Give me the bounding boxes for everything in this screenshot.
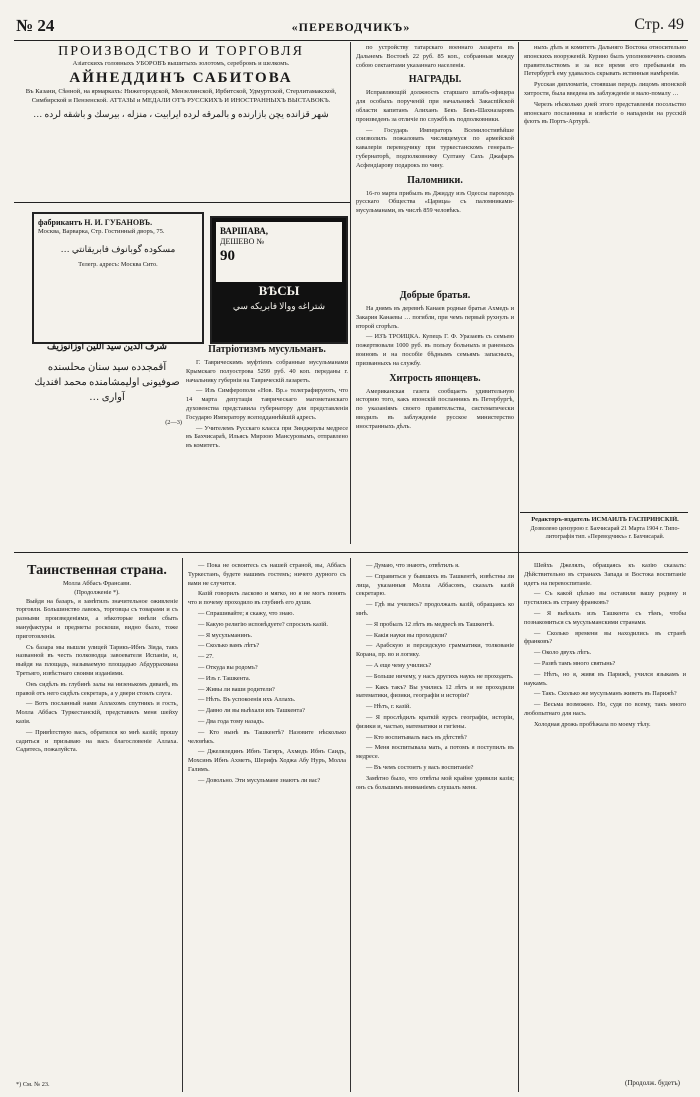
imprint	[524, 516, 686, 552]
ad-sabitova	[16, 44, 346, 200]
dialogue-line: — Развѣ тамъ много святынь?	[534, 659, 616, 667]
dialogue-line: — Сколько вамъ лѣтъ?	[198, 642, 260, 650]
column-divider	[518, 42, 519, 1092]
paragraph: Исправляющій должность старшаго штабъ-офицера для особыхъ порученій при начальникѣ Закаспійской области капитанъ Алиханъ Бекъ Бекъ-Шахназаровъ произведенъ за отличіе по службѣ въ подполковники.	[356, 89, 514, 123]
paragraph: — Довольно. Эти мусульмане знаютъ ли вас?	[198, 776, 321, 784]
serial-story	[16, 562, 178, 1092]
paragraph: Г. Таврическимъ муфтіемъ собранные мусульманами Крымскаго полуострова 5299 руб. 40 коп. переданы г. начальнику губерніи на Таврическій лазаретъ.	[186, 359, 348, 384]
paragraph: — Государь Императоръ Всемилостивѣйше соизволилъ пожаловать числящемуся по армейской кавалеріи переводчику при туркестанскомъ генералъ-губернаторѣ, подполковнику Султану Сахъ Джафаръ Асфендіарову подарокъ по чину.	[356, 126, 514, 169]
article-heading: Паломники.	[407, 174, 463, 186]
paragraph: Русская дипломатія, стоявшая передъ лицомъ японской хитрости, была введена въ заблужденіе и мало-помалу …	[524, 81, 686, 97]
article-heading: Добрые братья.	[399, 290, 471, 301]
ad-arabic-text: شهر قزانده يچن بازارنده و بالمرقه لرده ايرابيت ، منزله ، بيرسك و باشقه لرده …	[33, 108, 329, 119]
article-heading: Хитрость японцевъ.	[389, 372, 481, 384]
dialogue-line: — Кто нынѣ въ Ташкентѣ? Назовите нѣсколько человѣкъ.	[188, 728, 346, 745]
issue-number: № 24	[16, 16, 55, 35]
dialogue-line: — Съ какой цѣлью вы оставили вашу родину и пустились въ страну франковъ?	[524, 590, 686, 607]
paragraph: — Учителемъ Русскаго класса при Зинджерлы медресе въ Бахчисараѣ, Ильясъ Мирзою Мансуровымъ, отправлено въ комитетъ.	[186, 424, 348, 450]
paragraph: 16-го марта прибылъ въ Джидду изъ Одессы пароходъ русскаго Общества «Царица» съ паломниками-мусульманами, въ числѣ 859 человѣкъ.	[356, 189, 514, 215]
ad-gubanov-head: фабрикантъ Н. И. ГУБАНОВЪ.	[38, 218, 153, 227]
ad-scales-line: ДЕШЕВО №	[220, 237, 265, 246]
paragraph: — Думаю, что знаютъ, отвѣтилъ я.	[366, 562, 460, 569]
dialogue-line: — Около двухъ лѣтъ.	[534, 649, 592, 657]
ad-arabic-heading: شرف الدين سيد اللين اوزانوزيف	[47, 341, 167, 351]
paragraph: Замѣтно было, что отвѣты мой крайне удивили казія; онъ съ большимъ вниманіемъ слушалъ меня.	[356, 774, 514, 791]
ad-gubanov-address: Москва, Варварка, Стр. Гостинный дворъ, 75.	[38, 228, 165, 235]
paragraph: — Изъ Симферополя «Нов. Вр.» телеграфируютъ, что 14 марта депутація таврическаго магометанскаго духовенства представила губернатору для представленія Государю Императору всеподданнѣйшій адресъ.	[186, 387, 348, 421]
dialogue-line: — 27.	[198, 653, 214, 661]
ad-arabic-footer: (2—3)	[165, 419, 182, 426]
paragraph: — Весьма возможно. Но, судя по всему, такъ много любопытнаго для насъ.	[524, 701, 686, 717]
footnote: *) См. № 23.	[16, 1081, 50, 1089]
dialogue-line: — Нѣтъ, но я, живя въ Парижѣ, учился языкамъ и наукамъ.	[524, 670, 686, 687]
paragraph: по устройству татарскаго военнаго лазарета въ Дальнемъ Востокѣ 22 руб. 85 коп., собранныя между собою сектантами указаннаго населенія.	[356, 44, 514, 69]
paragraph: На днямъ въ деревнѣ Канаев родные братья Ахмедъ и Закария Канаевы … погибли, при чемъ первый рухнулъ и второй сгорѣлъ.	[356, 305, 514, 330]
paragraph: Американская газета сообщаетъ удивительную историю того, какъ японскій посланникъ въ Петербургѣ, по указаніямъ своего правительства, систематически вводилъ въ заблужденіе русское министерство иностранныхъ дѣлъ.	[356, 387, 514, 430]
ad-scales-brand: ВѢСЫ	[258, 283, 300, 298]
serial-continuation: (Продолженіе *).	[74, 588, 120, 596]
imprint-rule	[520, 512, 688, 513]
dialogue-line: — Нѣтъ. Въ успокоенія ихъ Аллахъ.	[198, 696, 296, 704]
column-divider	[350, 42, 351, 544]
column-divider	[350, 558, 351, 1092]
paragraph: Черезъ нѣсколько дней этого представленія посольство японскаго посланника и извѣстіе о нападеніи на русскій флотъ въ Портъ-Артурѣ.	[524, 100, 686, 126]
ad-scales-arabic: شتراغه ووالا فابريكه سي	[232, 301, 326, 311]
paragraph: Казій говорилъ ласково и мягко, но я не могъ понять что и почему проходило въ глубинѣ его души.	[188, 590, 346, 607]
dialogue-line: — Я выѣхалъ изъ Ташкента съ тѣмъ, чтобы познакомиться съ мусульманскими странами.	[524, 609, 686, 626]
paragraph: — Джелялединъ Ибнъ Тагиръ, Ахмедъ Ибнъ Саидъ, Мохсинъ Ибнъ Ахметъ, Шерифъ Ходжа Абу Нуръ, Молла Галимъ.	[188, 748, 346, 773]
paragraph: — Привѣтствую васъ, обратился ко мнѣ казій; прошу садиться и призываю на васъ благословеніе Аллаха. Садитесь, пожалуйста.	[16, 728, 178, 754]
dialogue-line: — Гдѣ вы учились? продолжалъ казій, обращаясь ко мнѣ.	[356, 601, 514, 617]
newspaper-page	[14, 6, 688, 1094]
ad-gubanov	[32, 212, 204, 344]
ad-arabic-merchant	[32, 340, 182, 544]
dialogue-line: — Два года тому назадъ.	[198, 717, 265, 725]
censor-line: Дозволено цензурою г. Бахчисарай 21 Марта 1904 г. Типо-литографія тип. «Переводчикъ» г. Бахчисарай.	[530, 525, 680, 540]
dialogue-line: — Я пробылъ 12 лѣтъ въ медресѣ въ Ташкентѣ.	[366, 620, 494, 628]
dialogue-line: — А еще чему учились?	[366, 661, 432, 669]
ad-scales	[210, 216, 348, 344]
dialogue-line: — Какую религію исповѣдуете? спросилъ казій.	[198, 620, 328, 628]
ad-merchant-name: АЙНЕДДИНЪ САБИТОВА	[69, 69, 293, 86]
paragraph: — ИЗЪ ТРОИЦКА. Купецъ Г. Ф. Уразаевъ съ семьею пожертвовали 1000 руб. въ пользу больныхъ и раненыхъ воиновъ и на пособіе бѣднымъ семьямъ запасныхъ, призванныхъ на службу.	[356, 333, 514, 367]
ad-scales-number: 90	[220, 248, 235, 264]
dialogue-line: — Въ чемъ состоитъ у васъ воспитаніе?	[366, 763, 474, 771]
column-divider	[182, 558, 183, 1092]
masthead-rule	[14, 40, 688, 41]
ad-heading: ПРОИЗВОДСТВО И ТОРГОВЛЯ	[58, 44, 304, 59]
paragraph: — Пока не освоитесь съ нашей страной, вы, Аббасъ Туркестанъ, будете нашимъ гостемъ; ничего дурного съ вами не случится.	[188, 562, 346, 587]
newspaper-title: «ПЕРЕВОДЧИКЪ»	[291, 20, 411, 34]
dialogue-line: — Давно ли вы выѣхали изъ Ташкента?	[198, 707, 305, 715]
serial-rule	[14, 552, 688, 553]
to-be-continued: (Продолж. будетъ)	[624, 1079, 680, 1088]
paragraph: Онъ сидѣлъ въ глубинѣ залы на низенькомъ диванѣ, въ правой отъ него сидѣлъ секретарь, а у двери стоялъ слуга.	[16, 680, 178, 697]
serial-dialogue-3	[524, 562, 686, 1092]
column-news-mid	[356, 286, 514, 544]
paragraph: — Справиться у бывшихъ въ Ташкентѣ, извѣстны ли лица, указанныя Молла Аббасомъ, сказалъ казій секретарю.	[356, 572, 514, 598]
dialogue-line: — Откуда вы родомъ?	[198, 663, 258, 671]
article-patriotism	[186, 340, 348, 544]
dialogue-line: — Какъ такъ? Вы учились 12 лѣтъ и не проходили математики, физики, географіи и исторіи?	[356, 683, 514, 700]
dialogue-line: — Больше ничему, у насъ другихъ наукъ не проходятъ.	[366, 672, 514, 680]
paragraph: Шейхъ Джелялъ, обращаясь къ казію сказалъ: Дѣйствительно въ странахъ Запада и Востока воспитаніе идетъ на перевоспитаніе.	[524, 562, 686, 587]
paragraph: — Спрашивайте; я скажу, что знаю.	[198, 609, 295, 617]
dialogue-line: — Арабскую и персидскую грамматики, толкованіе Корана, пр. во и логику.	[356, 642, 514, 659]
dialogue-line: — Кто воспитывалъ васъ въ дѣтствѣ?	[366, 733, 467, 741]
paragraph: — Вотъ посланный нами Аллахомъ спутникъ и гость, Молла Аббасъ Туркестанскій, представилъ меня шейху казія.	[16, 700, 178, 725]
paragraph: — Я прослѣдилъ краткій курсъ географіи, исторіи, физики и, частью, математики и гигіены.	[356, 713, 514, 730]
dialogue-line: — Нѣтъ, г. казій.	[366, 703, 411, 711]
ad-subheading: Азіатскихъ головныхъ УБОРОВЪ вышитыхъ золотомъ, серебромъ и шелкомъ.	[72, 60, 290, 67]
dialogue-line: — Сколько времени вы находились въ странѣ франковъ?	[524, 629, 686, 646]
ad-gubanov-telegram: Телегр. адресъ: Москва Сито.	[78, 260, 158, 268]
dialogue-line: — Меня воспитывала мать, а потомъ я поступилъ въ медресе.	[356, 744, 514, 761]
paragraph: — Такъ. Сколько же мусульманъ живетъ въ Парижѣ?	[534, 690, 677, 698]
ad-gubanov-arabic: مسكوده گوبانوف فابريقانتي …	[60, 243, 176, 254]
serial-dialogue-1	[188, 562, 346, 1092]
paragraph: ныхъ дѣлъ и комитетъ Дальняго Востока относительно японскихъ вооруженій. Курино былъ уполномоченъ своимъ правительствомъ и за все время его пребыванія въ Петербургѣ ему удавалось скрывать истинныя намѣренія.	[524, 44, 686, 78]
column-news-top	[356, 44, 514, 280]
article-heading: Патріотизмъ мусульманъ.	[208, 344, 326, 355]
dialogue-line: — Живы ли ваши родители?	[198, 685, 275, 693]
paragraph: Холодная дрожь пробѣжала по моему тѣлу.	[534, 720, 651, 728]
ad-arabic-body: آقمجدده سيد سنان محلسنده صوفيونى اوليمشامنده محمد افنديك آوارى …	[34, 362, 180, 403]
dialogue-line: — Я мусульманинъ.	[198, 631, 253, 639]
article-heading: НАГРАДЫ.	[408, 74, 462, 86]
ad-body: Въ Казани, Сѣнной, на ярмаркахъ: Нижегородской, Мензелинской, Ирбитской, Удмуртской, Стерлитамакской, Симбирской и Пензенской. АТТАЗЫ и МЕДАЛИ ОТЪ РУССКИХЪ И ИНОСТРАННЫХЪ ВЫСТАВОКЪ.	[25, 87, 337, 104]
masthead	[14, 14, 688, 40]
editor-line: Редакторъ-издатель ИСМАИЛЪ ГАСПРИНСКІЙ.	[531, 516, 679, 523]
paragraph: Выйдя на базаръ, я замѣтилъ значительное оживленіе торговли. Большинство лавокъ, торговцы съ товарами и съ разными произведеніями, а нѣкоторые имѣли сбыть мануфактуры и предметы роскоши, видно было, тоже приготовленія.	[16, 597, 178, 640]
section-rule	[14, 202, 350, 203]
column-japan-article	[524, 44, 686, 510]
paragraph: Съ базара мы вышли улицей Тарикъ-Ибнъ Зіяда, такъ названной въ честь полководца завоевателя Испаніи, и, выйдя на площадь, называемую площадью Абдуррахмана Третьяго, извѣстнаго своими изданіями.	[16, 643, 178, 677]
serial-title: Таинственная страна.	[27, 563, 167, 578]
dialogue-line: — Какія науки вы проходили?	[366, 631, 448, 639]
serial-dialogue-2	[356, 562, 514, 1092]
serial-author: Молла Аббасъ Франсави.	[62, 580, 132, 587]
page-number: Стр. 49	[634, 16, 684, 33]
ad-scales-city: ВАРШАВА,	[220, 226, 269, 236]
dialogue-line: — Изъ г. Ташкента.	[198, 674, 251, 682]
